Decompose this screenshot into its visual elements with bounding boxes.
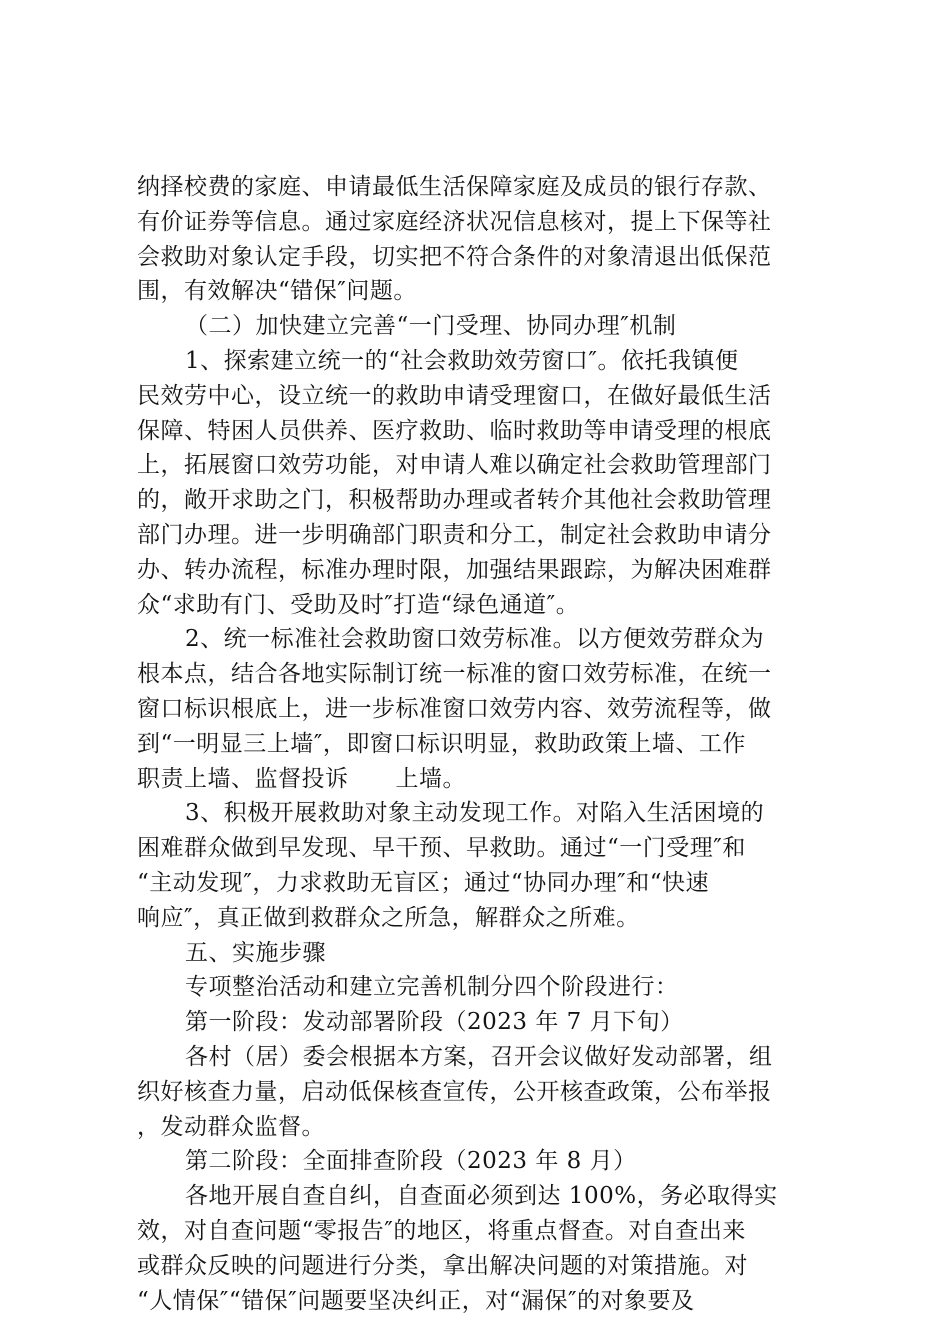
text-line: 会救助对象认定手段，切实把不符合条件的对象清退出低保范 (137, 243, 772, 270)
text-line: 各地开展自查自纠，自查面必须到达 100%，务必取得实 (185, 1183, 778, 1210)
text-line: 五、实施步骤 (185, 939, 326, 966)
text-line: 困难群众做到早发现、早干预、早救助。通过“一门受理″和 (137, 835, 746, 862)
text-line: 办、转办流程，标准办理时限，加强结果跟踪，为解决困难群 (137, 556, 772, 583)
text-line: 窗口标识根底上，进一步标准窗口效劳内容、效劳流程等，做 (137, 695, 772, 722)
text-line: 民效劳中心，设立统一的救助申请受理窗口，在做好最低生活 (137, 382, 772, 409)
text-line: 根本点，结合各地实际制订统一标准的窗口效劳标准，在统一 (137, 661, 772, 688)
text-line: 有价证券等信息。通过家庭经济状况信息核对，提上下保等社 (137, 208, 772, 235)
text-line: 2、统一标准社会救助窗口效劳标准。以方便效劳群众为 (185, 626, 765, 653)
text-line: 的，敞开求助之门，积极帮助办理或者转介其他社会救助管理 (137, 487, 772, 514)
text-line: 到“一明显三上墙″，即窗口标识明显，救助政策上墙、工作 (137, 730, 746, 757)
text-line: 第一阶段：发动部署阶段（2023 年 7 月下旬） (185, 1009, 684, 1036)
text-line: 专项整治活动和建立完善机制分四个阶段进行： (185, 974, 679, 1001)
text-line: 保障、特困人员供养、医疗救助、临时救助等申请受理的根底 (137, 417, 772, 444)
text-line: 第二阶段：全面排查阶段（2023 年 8 月） (185, 1148, 637, 1175)
text-line: 上，拓展窗口效劳功能，对申请人难以确定社会救助管理部门 (137, 452, 772, 479)
text-line: 众“求助有门、受助及时″打造“绿色通道″。 (137, 591, 580, 618)
document-body (137, 170, 827, 1318)
text-line: （二）加快建立完善“一门受理、协同办理″机制 (185, 313, 677, 340)
text-line: “主动发现″，力求救助无盲区；通过“协同办理″和“快速 (137, 869, 709, 896)
text-line: 各村（居）委会根据本方案，召开会议做好发动部署，组 (185, 1043, 773, 1070)
text-line: 围，有效解决“错保″问题。 (137, 278, 417, 305)
text-line: “人情保″“错保″问题要坚决纠正，对“漏保″的对象要及 (137, 1287, 695, 1314)
text-line: 或群众反映的问题进行分类，拿出解决问题的对策措施。对 (137, 1252, 748, 1279)
text-line: 织好核查力量，启动低保核查宣传，公开核查政策，公布举报 (137, 1078, 772, 1105)
text-line: 1、探索建立统一的“社会救助效劳窗口″。依托我镇便 (185, 347, 739, 374)
text-line: 3、积极开展救助对象主动发现工作。对陷入生活困境的 (185, 800, 765, 827)
text-line: 部门办理。进一步明确部门职责和分工，制定社会救助申请分 (137, 521, 772, 548)
text-line: 纳择校费的家庭、申请最低生活保障家庭及成员的银行存款、 (137, 174, 772, 200)
text-line: 效，对自查问题“零报告″的地区，将重点督查。对自查出来 (137, 1217, 746, 1244)
text-line: 职责上墙、监督投诉 上墙。 (137, 765, 466, 792)
text-line: 响应″，真正做到救群众之所急，解群众之所难。 (137, 904, 640, 931)
text-line: ，发动群众监督。 (137, 1113, 325, 1140)
